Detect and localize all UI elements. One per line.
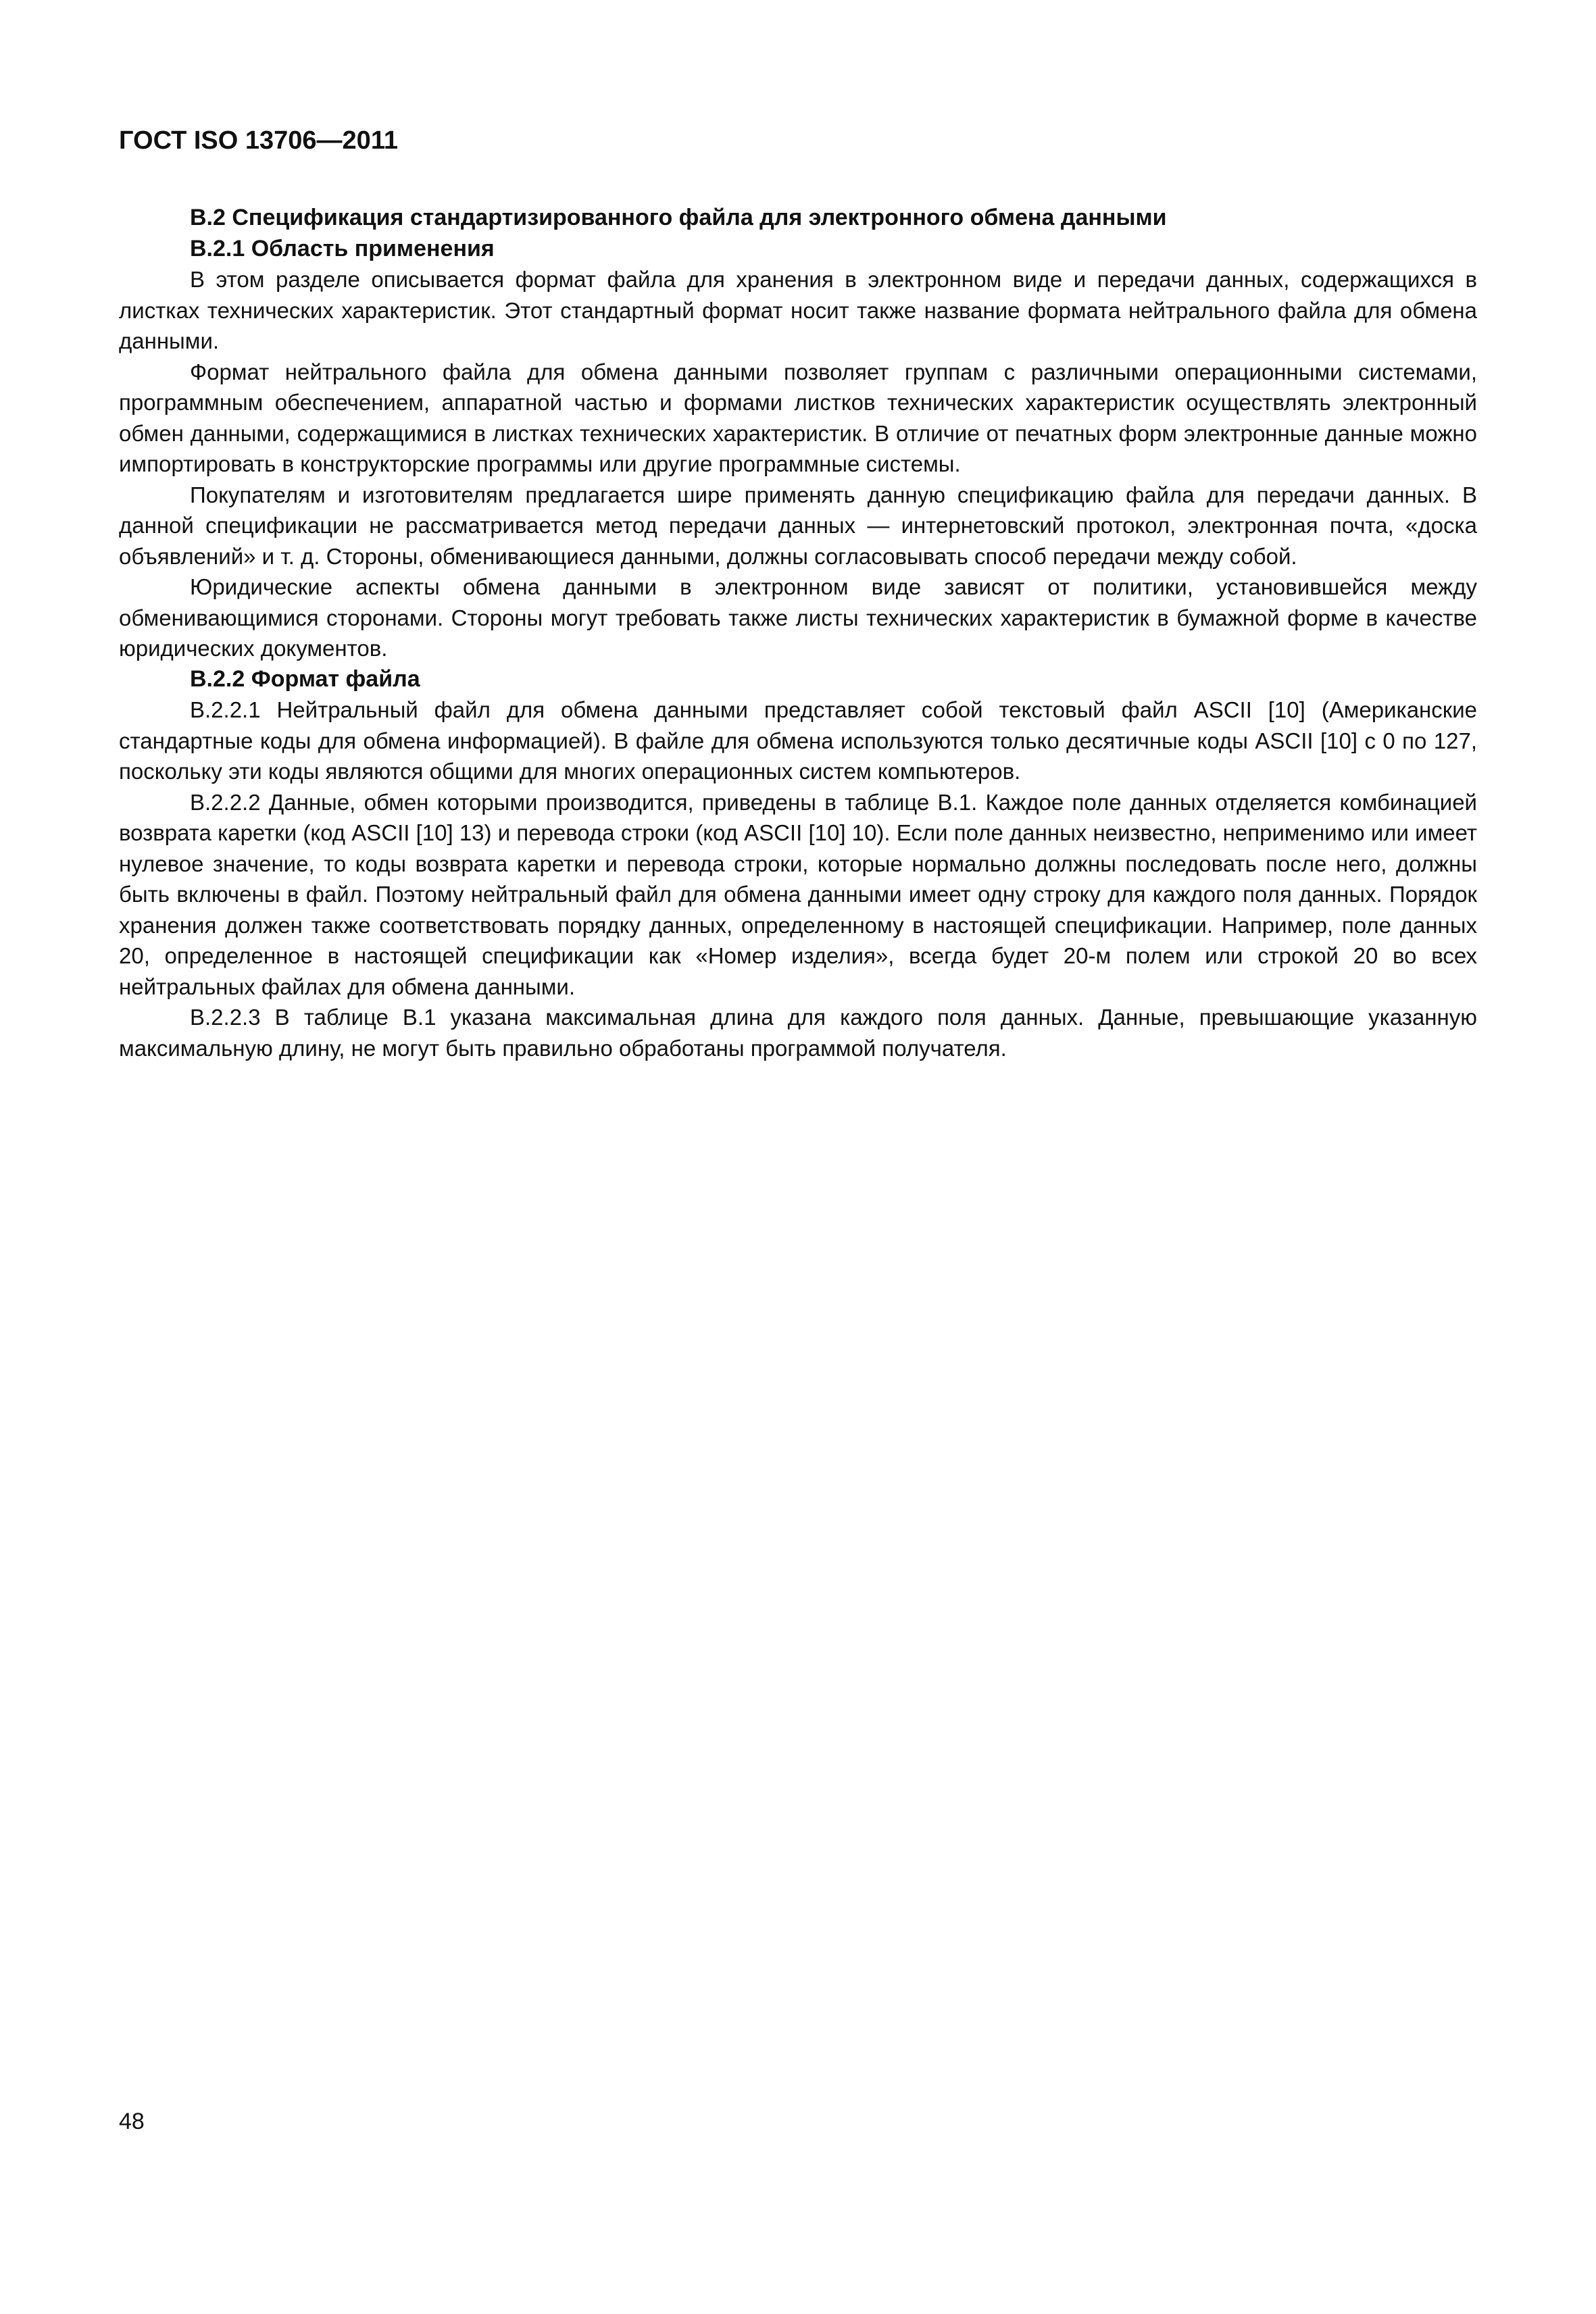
subsection-title-scope: B.2.1 Область применения	[190, 235, 495, 261]
subsection-title-format: B.2.2 Формат файла	[190, 665, 420, 692]
paragraph: В этом разделе описывается формат файла для хранения в электронном виде и передачи данных, содержащихся в листках технических характеристик. Этот стандартный формат носит также название формата нейтрального файла для обмена данными.	[119, 267, 1477, 353]
page-number: 48	[119, 2109, 145, 2134]
document-id-header: ГОСТ ISO 13706—2011	[119, 126, 398, 155]
paragraph: Формат нейтрального файла для обмена данными позволяет группам с различными операционными системами, программным обеспечением, аппаратной частью и формами листков технических характеристик осуществлять электронный обмен данными, содержащимися в листках технических характеристик. В отличие от печатных форм электронные данные можно импортировать в конструкторские программы или другие программные системы.	[119, 359, 1477, 476]
paragraph: B.2.2.3 В таблице B.1 указана максимальная длина для каждого поля данных. Данные, превышающие указанную максимальную длину, не могут быть правильно обработаны программой получателя.	[119, 1005, 1477, 1061]
paragraph: B.2.2.2 Данные, обмен которыми производится, приведены в таблице B.1. Каждое поле данных отделяется комбинацией возврата каретки (код ASCII [10] 13) и перевода строки (код ASCII [10] 10). Если поле данных неизвестно, неприменимо или имеет нулевое значение, то коды возврата каретки и перевода строки, которые нормально должны последовать после него, должны быть включены в файл. Поэтому нейтральный файл для обмена данными имеет одну строку для каждого поля данных. Порядок хранения должен также соответствовать порядку данных, определенному в настоящей спецификации. Например, поле данных 20, определенное в настоящей спецификации как «Номер изделия», всегда будет 20-м полем или строкой 20 во всех нейтральных файлах для обмена данными.	[119, 789, 1477, 999]
paragraph: Юридические аспекты обмена данными в электронном виде зависят от политики, установившейся между обменивающимися сторонами. Стороны могут требовать также листы технических характеристик в бумажной форме в качестве юридических документов.	[119, 574, 1477, 661]
document-body	[119, 203, 1477, 1063]
section-title: B.2 Спецификация стандартизированного файла для электронного обмена данными	[190, 205, 1167, 230]
paragraph: B.2.2.1 Нейтральный файл для обмена данными представляет собой текстовый файл ASCII [10] (Американские стандартные коды для обмена информацией). В файле для обмена используются только десятичные коды ASCII [10] с 0 по 127, поскольку эти коды являются общими для многих операционных систем компьютеров.	[119, 697, 1477, 784]
paragraph: Покупателям и изготовителям предлагается шире применять данную спецификацию файла для передачи данных. В данной спецификации не рассматривается метод передачи данных — интернетовский протокол, электронная почта, «доска объявлений» и т. д. Стороны, обменивающиеся данными, должны согласовывать способ передачи между собой.	[119, 482, 1477, 569]
